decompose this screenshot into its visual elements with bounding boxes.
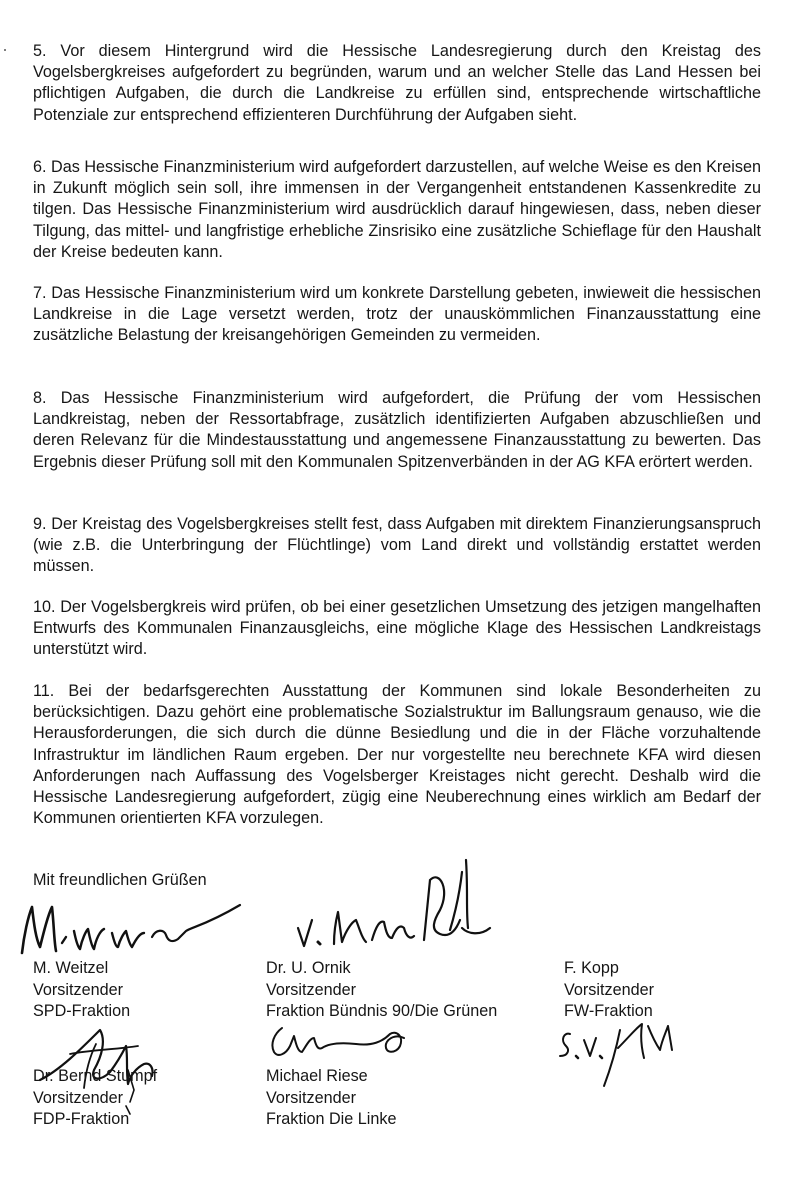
signatory-weitzel: [33, 958, 130, 1023]
paragraph-9: 9. Der Kreistag des Vogelsbergkreises stellt fest, dass Aufgaben mit direktem Finanzierungsanspruch (wie z.B. die Unterbringung der Flüchtlinge) vom Land direkt und vollständig erstattet werden müssen.: [33, 515, 761, 576]
scan-speck: [4, 49, 6, 51]
signatory-role: Vorsitzender: [33, 980, 123, 999]
signatory-role: Vorsitzender: [564, 980, 654, 999]
signatory-kopp: [564, 958, 654, 1023]
signatory-name: Michael Riese: [266, 1067, 368, 1085]
closing-greeting: Mit freundlichen Grüßen: [33, 871, 207, 889]
signatory-role: Vorsitzender: [266, 980, 356, 999]
paragraph-7: 7. Das Hessische Finanzministerium wird um konkrete Darstellung gebeten, inwieweit die hessischen Landkreise in die Lage versetzt werden, trotz der unauskömmlichen Finanzausstattung eine zusätzliche Belastung der kreisangehörigen Gemeinden zu vermeiden.: [33, 284, 761, 345]
signature-ornik: [290, 850, 500, 950]
signatory-group: SPD-Fraktion: [33, 1002, 131, 1020]
signatory-group: Fraktion Bündnis 90/Die Grünen: [266, 1002, 498, 1020]
signatory-group: FW-Fraktion: [564, 1002, 653, 1020]
signatory-name: Dr. U. Ornik: [266, 959, 351, 977]
signatory-riese: [266, 1066, 396, 1131]
paragraph-5: 5. Vor diesem Hintergrund wird die Hessische Landesregierung durch den Kreistag des Vogelsbergkreises aufgefordert zu begründen, warum und an welcher Stelle das Land Hessen bei pflichtigen Aufgaben, die durch die Landkreise zu erfüllen sind, entsprechende wirtschaftliche Potenziale zur entsprechend effizienteren Durchführung der Aufgaben sieht.: [33, 42, 761, 124]
signatory-role: Vorsitzender: [33, 1088, 123, 1107]
paragraph-6: 6. Das Hessische Finanzministerium wird aufgefordert darzustellen, auf welche Weise es den Kreisen in Zukunft möglich sein soll, ihre immensen in der Vergangenheit entstandenen Kassenkredite zu tilgen. Das Hessische Finanzministerium wird ausdrücklich darauf hingewiesen, dass, neben dieser Tilgung, das mittel- und langfristige erhebliche Zinsrisiko eine zusätzliche Schieflage für den Haushalt der Kreise bedeuten kann.: [33, 158, 761, 261]
signatory-stumpf: [33, 1066, 157, 1131]
signatory-group: Fraktion Die Linke: [266, 1110, 397, 1128]
signatory-name: M. Weitzel: [33, 959, 109, 977]
paragraph-11: 11. Bei der bedarfsgerechten Ausstattung der Kommunen sind lokale Besonderheiten zu berücksichtigen. Dazu gehört eine problematische Sozialstruktur im Ballungsraum genauso, wie die Herausforderungen, die sich durch die dünne Besiedlung und die in der Fläche vorzuhaltende Infrastruktur im ländlichen Raum ergeben. Der nur vorgestellte neu berechnete KFA wird diesen Anforderungen nach Auffassung des Vogelsberger Kreistages nicht gerecht. Deshalb wird die Hessische Landesregierung aufgefordert, zügig eine Neuberechnung eines wirklich am Bedarf der Kommunen orientierten KFA vorzulegen.: [33, 682, 761, 828]
signatory-role: Vorsitzender: [266, 1088, 356, 1107]
signature-weitzel: [10, 895, 250, 965]
signatory-name: F. Kopp: [564, 959, 619, 977]
paragraph-10: 10. Der Vogelsbergkreis wird prüfen, ob bei einer gesetzlichen Umsetzung des jetzigen mangelhaften Entwurfs des Kommunalen Finanzausgleichs, eine mögliche Klage des Hessischen Landkreistags unterstützt wird.: [33, 598, 761, 659]
signature-riese: [264, 1020, 424, 1060]
paragraph-8: 8. Das Hessische Finanzministerium wird aufgefordert, die Prüfung der vom Hessischen Landkreistag, neben der Ressortabfrage, zusätzlich identifizierten Aufgaben abzuschließen und deren Relevanz für die Mindestausstattung und angemessene Finanzausstattung zu bewerten. Das Ergebnis dieser Prüfung soll mit den Kommunalen Spitzenverbänden in der AG KFA erörtert werden.: [33, 389, 761, 471]
signatory-ornik: [266, 958, 497, 1023]
signatory-group: FDP-Fraktion: [33, 1110, 130, 1128]
signatory-name: Dr. Bernd Stumpf: [33, 1067, 158, 1085]
